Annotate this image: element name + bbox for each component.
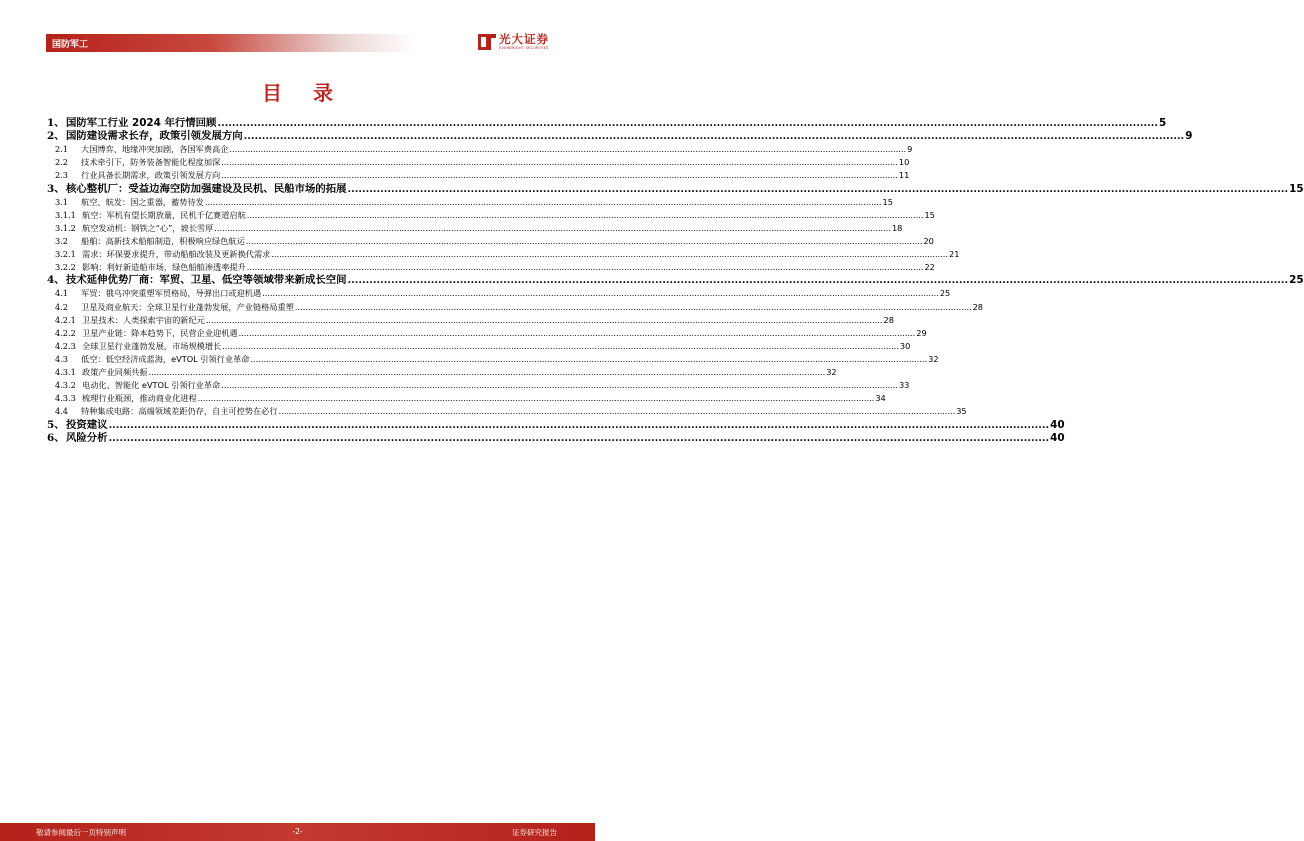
toc-entry-page: 22 [924, 262, 935, 273]
toc-entry-number: 4.4 [55, 406, 69, 417]
toc-entry-title: 军贸：俄乌冲突重塑军贸格局，导弹出口或迎机遇 [81, 288, 262, 299]
toc-entry-page: 9 [907, 144, 913, 155]
toc-entry[interactable] [46, 248, 960, 261]
toc-entry-number: 3.1.2 [55, 222, 76, 233]
toc-entry-number: 6、 [47, 431, 65, 444]
toc-entry-page: 40 [1050, 418, 1065, 431]
toc-leader-dots: .................................................................................................................................................................................................................................................................... [197, 393, 875, 404]
toc-entry-page: 11 [898, 170, 910, 181]
toc-entry-title: 梳理行业瓶颈，推动商业化进程 [82, 393, 197, 404]
toc-entry[interactable] [46, 340, 911, 353]
toc-entry[interactable] [46, 169, 910, 182]
toc-entry-number: 4.2.2 [55, 327, 76, 338]
toc-entry-title: 核心整机厂：受益边海空防加强建设及民机、民船市场的拓展 [66, 182, 347, 195]
toc-entry-title: 船舶：高新技术船舶制造，积极响应绿色航运 [81, 235, 245, 246]
toc-entry[interactable] [46, 405, 967, 418]
toc-entry-number: 3.1 [55, 196, 69, 207]
toc-entry-title: 大国博弈、地缘冲突加剧，各国军费高企 [81, 144, 229, 155]
toc-entry-number: 3、 [47, 182, 65, 195]
toc-entry-page: 28 [972, 301, 983, 312]
section-label: 国防军工 [52, 40, 89, 50]
table-of-contents [46, 117, 1304, 445]
toc-entry[interactable] [46, 182, 1304, 196]
footer-disclaimer: 敬请参阅最后一页特别声明 [36, 828, 126, 837]
toc-entry-number: 2.3 [55, 170, 69, 181]
toc-entry-title: 技术牵引下，防务装备智能化程度加深 [81, 157, 221, 168]
toc-leader-dots: .................................................................................................................................................................................................................................................................... [271, 249, 948, 260]
page-title: 目 录 [262, 81, 345, 105]
toc-leader-dots: .................................................................................................................................................................................................................................................................... [221, 380, 898, 391]
toc-leader-dots: .................................................................................................................................................................................................................................................................... [229, 144, 907, 155]
toc-entry-number: 2、 [47, 130, 65, 143]
toc-leader-dots: .................................................................................................................................................................................................................................................................... [205, 314, 883, 325]
toc-entry-page: 28 [883, 314, 894, 325]
toc-entry-number: 3.1.1 [55, 209, 76, 220]
toc-entry-page: 5 [1159, 117, 1167, 129]
toc-entry-title: 特种集成电路：高端领域差距仍存，自主可控势在必行 [81, 406, 278, 417]
toc-leader-dots: .................................................................................................................................................................................................................................................................... [278, 406, 956, 417]
toc-entry[interactable] [46, 379, 910, 392]
page-number: -2- [292, 827, 303, 836]
toc-entry[interactable] [46, 130, 1193, 143]
toc-entry-title: 技术延伸优势厂商：军贸、卫星、低空等领域带来新成长空间 [66, 274, 347, 287]
toc-entry-number: 4.3.3 [55, 393, 76, 404]
toc-leader-dots: .................................................................................................................................................................................................................................................................... [221, 157, 898, 168]
toc-entry-number: 4.3.1 [55, 367, 76, 378]
toc-leader-dots: .................................................................................................................................................................................................................................................................... [347, 182, 1289, 195]
toc-leader-dots: .................................................................................................................................................................................................................................................................... [246, 209, 924, 220]
toc-entry-page: 20 [923, 235, 934, 246]
toc-entry[interactable] [46, 392, 886, 405]
toc-leader-dots: .................................................................................................................................................................................................................................................................... [148, 367, 826, 378]
toc-entry-number: 4.1 [55, 288, 69, 299]
toc-entry-title: 政策产业同频共振 [82, 367, 148, 378]
toc-entry-page: 9 [1185, 130, 1193, 143]
toc-entry[interactable] [46, 143, 913, 156]
toc-entry-number: 1、 [47, 117, 65, 129]
toc-entry-title: 卫星产业链：降本趋势下，民营企业迎机遇 [82, 327, 238, 338]
toc-leader-dots: .................................................................................................................................................................................................................................................................... [245, 235, 923, 246]
toc-entry[interactable] [46, 366, 837, 379]
toc-entry-number: 4.3.2 [55, 380, 76, 391]
toc-leader-dots: .................................................................................................................................................................................................................................................................... [262, 288, 939, 299]
toc-entry-number: 2.2 [55, 157, 69, 168]
toc-entry-title: 电动化、智能化 eVTOL 引领行业革命 [82, 380, 221, 391]
report-type: 证券研究报告 [512, 828, 557, 837]
toc-entry[interactable] [46, 235, 934, 248]
toc-leader-dots: .................................................................................................................................................................................................................................................................... [214, 222, 891, 233]
toc-entry-page: 15 [1289, 182, 1304, 195]
toc-entry[interactable] [46, 209, 935, 222]
toc-entry[interactable] [46, 301, 983, 314]
toc-entry-title: 航空：军机有望长期放量，民机千亿赛道启航 [82, 209, 246, 220]
toc-leader-dots: .................................................................................................................................................................................................................................................................... [222, 340, 899, 351]
toc-entry-title: 行业具备长期需求，政策引领发展方向 [81, 170, 221, 181]
toc-entry-number: 4.2.3 [55, 340, 76, 351]
toc-entry-title: 卫星及商业航天：全球卫星行业蓬勃发展，产业链格局重塑 [81, 301, 294, 312]
toc-entry[interactable] [46, 222, 903, 235]
toc-entry-number: 3.2 [55, 235, 69, 246]
toc-entry-page: 18 [891, 222, 903, 233]
toc-leader-dots: .................................................................................................................................................................................................................................................................... [246, 262, 924, 273]
toc-entry[interactable] [46, 431, 1065, 445]
toc-entry-number: 4.2 [55, 301, 69, 312]
toc-entry[interactable] [46, 156, 910, 169]
toc-entry[interactable] [46, 117, 1167, 130]
toc-entry-title: 国防军工行业 2024 年行情回顾 [66, 117, 217, 129]
toc-entry-page: 33 [898, 380, 910, 391]
toc-entry-title: 需求：环保要求提升，带动船舶改装及更新换代需求 [82, 249, 271, 260]
toc-leader-dots: .................................................................................................................................................................................................................................................................... [221, 170, 898, 181]
toc-entry-page: 15 [924, 209, 935, 220]
toc-leader-dots: .................................................................................................................................................................................................................................................................... [204, 196, 882, 207]
toc-entry-page: 25 [939, 288, 951, 299]
logo-text-cn: 光大证券 [499, 32, 549, 46]
toc-entry[interactable] [46, 261, 935, 274]
toc-entry-number: 3.2.1 [55, 249, 76, 260]
toc-entry-page: 30 [899, 340, 911, 351]
toc-entry-page: 29 [916, 327, 927, 338]
toc-leader-dots: .................................................................................................................................................................................................................................................................... [108, 418, 1050, 431]
toc-entry-title: 低空：低空经济成蓝海，eVTOL 引领行业革命 [81, 353, 250, 364]
toc-entry-page: 40 [1050, 431, 1065, 444]
toc-entry[interactable] [46, 274, 1304, 287]
toc-entry-number: 3.2.2 [55, 262, 76, 273]
toc-entry-page: 15 [882, 196, 893, 207]
toc-entry[interactable] [46, 314, 894, 327]
toc-entry-title: 风险分析 [66, 431, 108, 444]
toc-leader-dots: .................................................................................................................................................................................................................................................................... [217, 117, 1158, 129]
toc-entry-page: 32 [826, 367, 837, 378]
toc-entry-number: 2.1 [55, 144, 69, 155]
toc-entry-title: 航空、航发：国之重器，蓄势待发 [81, 196, 204, 207]
toc-entry[interactable] [46, 327, 927, 340]
header-bar [46, 34, 416, 52]
toc-entry-page: 32 [928, 353, 939, 364]
toc-leader-dots: .................................................................................................................................................................................................................................................................... [238, 327, 916, 338]
toc-entry[interactable] [46, 353, 939, 366]
toc-entry-number: 4.2.1 [55, 314, 76, 325]
toc-entry[interactable] [46, 196, 893, 209]
toc-leader-dots: .................................................................................................................................................................................................................................................................... [347, 274, 1289, 287]
toc-entry-number: 4、 [47, 274, 65, 287]
toc-entry-title: 投资建议 [66, 418, 108, 431]
everbright-logo [477, 31, 557, 55]
toc-leader-dots: .................................................................................................................................................................................................................................................................... [108, 431, 1050, 444]
toc-entry-page: 25 [1289, 274, 1304, 287]
toc-leader-dots: .................................................................................................................................................................................................................................................................... [250, 353, 928, 364]
toc-entry[interactable] [46, 287, 951, 300]
toc-entry-title: 卫星技术：人类探索宇宙的新纪元 [82, 314, 205, 325]
toc-entry-page: 21 [949, 249, 960, 260]
toc-leader-dots: .................................................................................................................................................................................................................................................................... [243, 130, 1185, 143]
logo-text-en: EVERBRIGHT SECURITIES [499, 46, 549, 50]
toc-entry-title: 影响：利好新造船市场，绿色船舶渗透率提升 [82, 262, 246, 273]
toc-entry[interactable] [46, 418, 1065, 432]
toc-entry-number: 4.3 [55, 353, 69, 364]
toc-leader-dots: .................................................................................................................................................................................................................................................................... [294, 301, 972, 312]
toc-entry-page: 10 [898, 157, 910, 168]
toc-entry-page: 34 [875, 393, 886, 404]
everbright-logo-icon [477, 32, 497, 52]
toc-entry-title: 航空发动机：钢铁之“心”，坡长雪厚 [82, 222, 214, 233]
toc-entry-title: 国防建设需求长存，政策引领发展方向 [66, 130, 243, 143]
toc-entry-page: 35 [956, 406, 967, 417]
toc-entry-number: 5、 [47, 418, 65, 431]
toc-entry-title: 全球卫星行业蓬勃发展，市场规模增长 [82, 340, 222, 351]
